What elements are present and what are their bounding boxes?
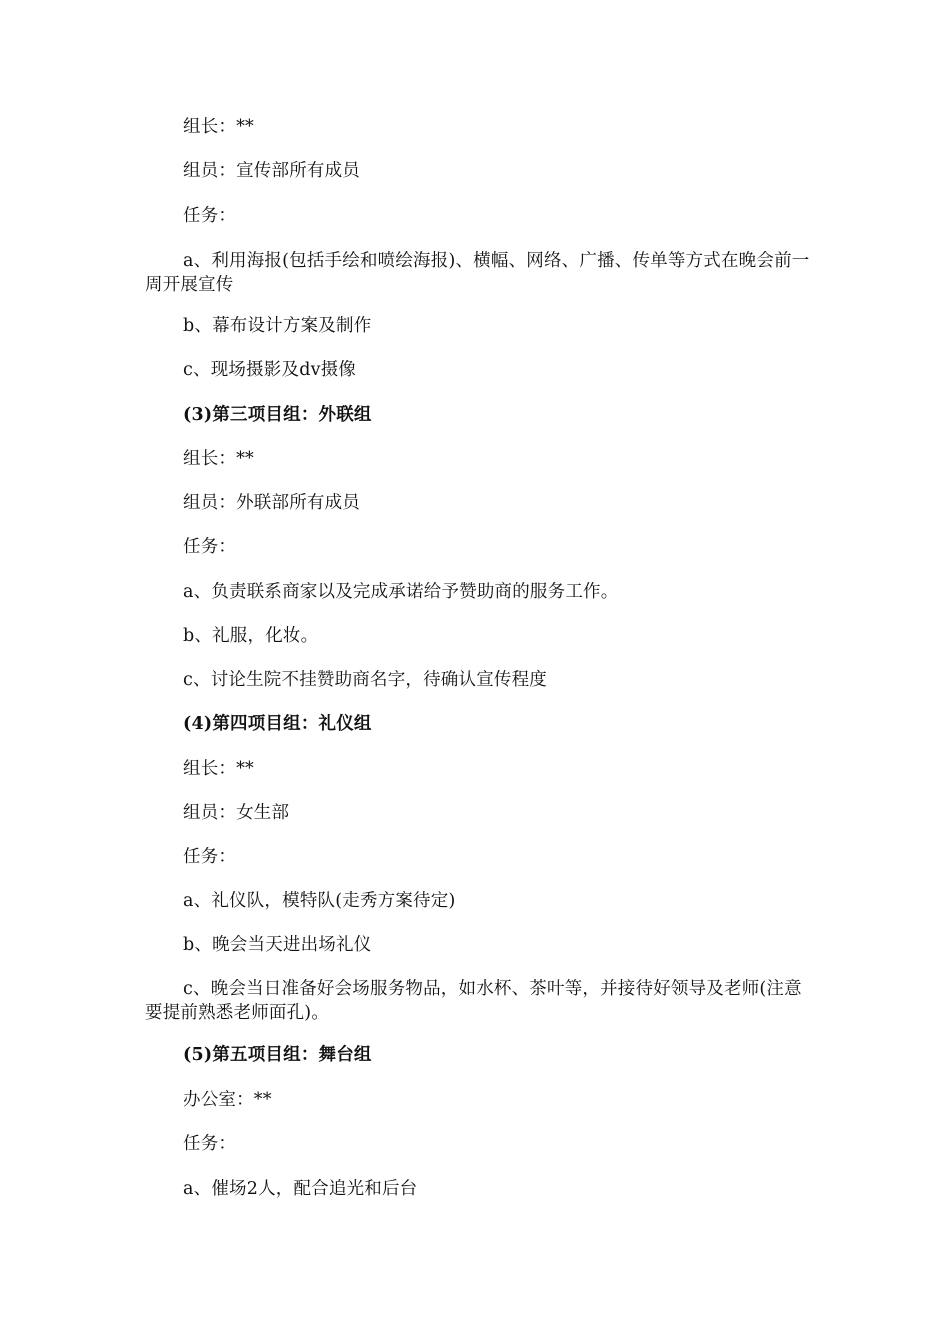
paragraph-task-3a: a、负责联系商家以及完成承诺给予赞助商的服务工作。 [183, 582, 619, 602]
section-heading-5: (5)第五项目组：舞台组 [183, 1045, 372, 1065]
paragraph-leader-3: 组长：** [183, 449, 254, 469]
paragraph-task-4c: c、晚会当日准备好会场服务物品，如水杯、茶叶等，并接待好领导及老师(注意要提前熟悉老师面孔)。 [145, 979, 802, 1023]
section-heading-4: (4)第四项目组：礼仪组 [183, 714, 372, 734]
paragraph-leader-4: 组长：** [183, 759, 254, 779]
paragraph-task-3c: c、讨论生院不挂赞助商名字，待确认宣传程度 [183, 670, 547, 690]
paragraph-task-1a: a、利用海报(包括手绘和喷绘海报)、横幅、网络、广播、传单等方式在晚会前一周开展宣传 [145, 251, 810, 295]
paragraph-task-1b: b、幕布设计方案及制作 [183, 316, 372, 336]
paragraph-task-1c: c、现场摄影及dv摄像 [183, 360, 357, 380]
paragraph-tasks-1: 任务： [183, 206, 237, 226]
paragraph-members-3: 组员：外联部所有成员 [183, 493, 360, 513]
paragraph-leader-1: 组长：** [183, 117, 254, 137]
paragraph-task-5a: a、催场2人，配合追光和后台 [183, 1179, 418, 1199]
section-heading-3: (3)第三项目组：外联组 [183, 405, 372, 425]
paragraph-task-4b: b、晚会当天进出场礼仪 [183, 935, 372, 955]
paragraph-members-1: 组员：宣传部所有成员 [183, 161, 360, 181]
paragraph-members-4: 组员：女生部 [183, 803, 290, 823]
paragraph-office-5: 办公室：** [183, 1090, 272, 1110]
paragraph-task-3b: b、礼服，化妆。 [183, 626, 319, 646]
paragraph-tasks-3: 任务： [183, 537, 237, 557]
paragraph-tasks-4: 任务： [183, 847, 237, 867]
paragraph-task-4a: a、礼仪队，模特队(走秀方案待定) [183, 891, 456, 911]
paragraph-tasks-5: 任务： [183, 1134, 237, 1154]
